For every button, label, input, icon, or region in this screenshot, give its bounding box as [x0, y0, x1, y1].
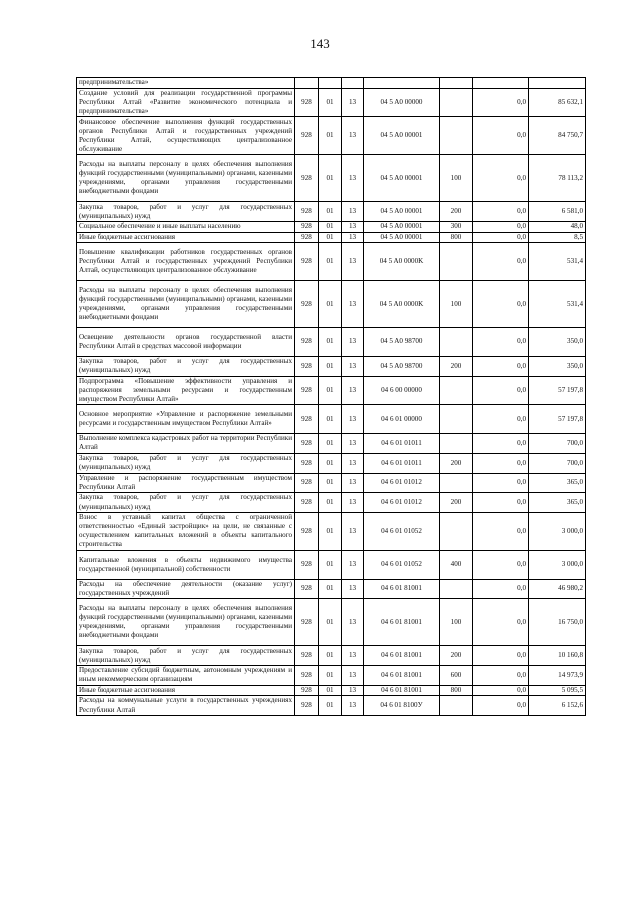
row-rz: 01	[319, 356, 342, 376]
row-vr: 300	[440, 221, 473, 232]
row-csr: 04 6 01 01052	[364, 512, 440, 550]
row-amount-b: 6 581,0	[529, 202, 586, 222]
row-csr: 04 6 01 01052	[364, 550, 440, 579]
row-rz: 01	[319, 88, 342, 117]
row-ved: 928	[295, 493, 319, 513]
row-amount-a: 0,0	[473, 232, 529, 243]
row-amount-b: 57 197,8	[529, 405, 586, 434]
table-row	[77, 550, 586, 579]
row-amount-a: 0,0	[473, 646, 529, 666]
row-amount-a: 0,0	[473, 685, 529, 696]
row-pr: 13	[342, 493, 364, 513]
row-ved: 928	[295, 434, 319, 454]
row-pr: 13	[342, 328, 364, 357]
row-vr	[440, 434, 473, 454]
row-csr: 04 6 01 81001	[364, 685, 440, 696]
row-name: Социальное обеспечение и иные выплаты населению	[77, 221, 295, 232]
row-pr: 13	[342, 434, 364, 454]
row-vr	[440, 243, 473, 281]
table-row	[77, 232, 586, 243]
row-csr: 04 5 A0 00001	[364, 221, 440, 232]
row-name: Расходы на обеспечение деятельности (оказание услуг) государственных учреждений	[77, 579, 295, 599]
row-rz: 01	[319, 685, 342, 696]
row-rz: 01	[319, 376, 342, 405]
row-rz: 01	[319, 232, 342, 243]
row-name: предпринимательства»	[77, 78, 295, 89]
row-vr: 100	[440, 599, 473, 646]
row-pr: 13	[342, 117, 364, 155]
table-row	[77, 155, 586, 202]
row-pr: 13	[342, 88, 364, 117]
row-ved: 928	[295, 453, 319, 473]
row-rz: 01	[319, 202, 342, 222]
table-body	[77, 78, 586, 716]
row-name: Закупка товаров, работ и услуг для государственных (муниципальных) нужд	[77, 646, 295, 666]
row-amount-b: 365,0	[529, 493, 586, 513]
row-amount-a: 0,0	[473, 155, 529, 202]
row-ved: 928	[295, 221, 319, 232]
row-name: Освещение деятельности органов государственной власти Республики Алтай в средствах массовой информации	[77, 328, 295, 357]
row-pr: 13	[342, 550, 364, 579]
row-name: Основное мероприятие «Управление и распоряжение земельными ресурсами и государственным имуществом Республики Алтай»	[77, 405, 295, 434]
row-amount-b: 84 750,7	[529, 117, 586, 155]
row-amount-a: 0,0	[473, 376, 529, 405]
row-name: Взнос в уставный капитал общества с ограниченной ответственностью «Единый застройщик» на цели, не связанные с осуществлением капитальных вложений в объекты капитального строительства	[77, 512, 295, 550]
row-name: Подпрограмма «Повышение эффективности управления и распоряжения земельными ресурсами и государственным имуществом Республики Алтай»	[77, 376, 295, 405]
table-row	[77, 665, 586, 685]
row-rz: 01	[319, 696, 342, 716]
row-csr: 04 5 A0 98700	[364, 356, 440, 376]
row-vr	[440, 78, 473, 89]
row-name: Создание условий для реализации государственной программы Республики Алтай «Развитие экономического потенциала и предпринимательства»	[77, 88, 295, 117]
row-amount-b: 700,0	[529, 453, 586, 473]
table-row	[77, 453, 586, 473]
row-rz: 01	[319, 117, 342, 155]
row-rz: 01	[319, 405, 342, 434]
row-vr: 600	[440, 665, 473, 685]
row-rz: 01	[319, 155, 342, 202]
row-amount-b: 78 113,2	[529, 155, 586, 202]
row-ved: 928	[295, 696, 319, 716]
row-vr: 200	[440, 453, 473, 473]
row-amount-a: 0,0	[473, 202, 529, 222]
row-amount-b: 14 973,9	[529, 665, 586, 685]
row-rz: 01	[319, 579, 342, 599]
row-pr: 13	[342, 453, 364, 473]
row-ved: 928	[295, 599, 319, 646]
row-amount-a: 0,0	[473, 599, 529, 646]
table-row	[77, 376, 586, 405]
row-amount-b: 57 197,8	[529, 376, 586, 405]
row-ved: 928	[295, 328, 319, 357]
row-csr: 04 6 01 01012	[364, 493, 440, 513]
row-vr: 200	[440, 493, 473, 513]
row-rz: 01	[319, 473, 342, 493]
row-amount-b: 8,5	[529, 232, 586, 243]
row-csr: 04 5 A0 0000K	[364, 243, 440, 281]
table-row	[77, 493, 586, 513]
table-row	[77, 579, 586, 599]
row-amount-a: 0,0	[473, 453, 529, 473]
table-row	[77, 646, 586, 666]
row-pr: 13	[342, 221, 364, 232]
row-vr	[440, 696, 473, 716]
row-ved	[295, 78, 319, 89]
row-amount-a: 0,0	[473, 405, 529, 434]
row-ved: 928	[295, 579, 319, 599]
row-pr: 13	[342, 243, 364, 281]
row-vr: 800	[440, 685, 473, 696]
row-ved: 928	[295, 665, 319, 685]
row-amount-a: 0,0	[473, 579, 529, 599]
row-amount-a: 0,0	[473, 493, 529, 513]
row-amount-b: 5 095,5	[529, 685, 586, 696]
row-csr: 04 6 01 81001	[364, 665, 440, 685]
row-ved: 928	[295, 405, 319, 434]
row-amount-b: 365,0	[529, 473, 586, 493]
page-number: 143	[310, 36, 330, 51]
table-row	[77, 473, 586, 493]
row-amount-b: 48,0	[529, 221, 586, 232]
row-vr: 200	[440, 646, 473, 666]
row-amount-b: 350,0	[529, 356, 586, 376]
row-pr: 13	[342, 646, 364, 666]
table-row	[77, 434, 586, 454]
row-amount-b	[529, 78, 586, 89]
row-amount-b: 16 750,0	[529, 599, 586, 646]
row-vr	[440, 512, 473, 550]
row-csr: 04 6 00 00000	[364, 376, 440, 405]
row-amount-a: 0,0	[473, 434, 529, 454]
row-pr: 13	[342, 281, 364, 328]
row-ved: 928	[295, 88, 319, 117]
row-csr: 04 5 A0 00001	[364, 202, 440, 222]
row-rz: 01	[319, 243, 342, 281]
row-vr	[440, 405, 473, 434]
row-csr: 04 5 A0 00001	[364, 117, 440, 155]
row-amount-a: 0,0	[473, 281, 529, 328]
row-vr	[440, 376, 473, 405]
row-rz: 01	[319, 281, 342, 328]
row-amount-b: 350,0	[529, 328, 586, 357]
row-csr: 04 5 A0 00001	[364, 155, 440, 202]
row-amount-b: 85 632,1	[529, 88, 586, 117]
row-pr: 13	[342, 473, 364, 493]
table-row	[77, 685, 586, 696]
row-csr: 04 6 01 01012	[364, 473, 440, 493]
row-ved: 928	[295, 550, 319, 579]
row-amount-a: 0,0	[473, 696, 529, 716]
row-amount-b: 10 160,8	[529, 646, 586, 666]
row-vr	[440, 328, 473, 357]
row-name: Предоставление субсидий бюджетным, автономным учреждениям и иным некоммерческим организациям	[77, 665, 295, 685]
row-vr	[440, 117, 473, 155]
row-ved: 928	[295, 243, 319, 281]
row-name: Расходы на коммунальные услуги в государственных учреждениях Республики Алтай	[77, 696, 295, 716]
table-row	[77, 281, 586, 328]
table-row	[77, 599, 586, 646]
row-rz: 01	[319, 453, 342, 473]
row-name: Закупка товаров, работ и услуг для государственных (муниципальных) нужд	[77, 453, 295, 473]
row-csr: 04 6 01 01011	[364, 453, 440, 473]
row-amount-b: 3 000,0	[529, 512, 586, 550]
row-name: Иные бюджетные ассигнования	[77, 232, 295, 243]
row-name: Управление и распоряжение государственным имуществом Республики Алтай	[77, 473, 295, 493]
table-row	[77, 117, 586, 155]
row-amount-a: 0,0	[473, 328, 529, 357]
table-row	[77, 221, 586, 232]
row-vr: 100	[440, 281, 473, 328]
row-ved: 928	[295, 155, 319, 202]
row-vr: 400	[440, 550, 473, 579]
row-rz: 01	[319, 221, 342, 232]
row-amount-a: 0,0	[473, 512, 529, 550]
row-amount-a: 0,0	[473, 550, 529, 579]
table-row	[77, 405, 586, 434]
row-vr	[440, 88, 473, 117]
budget-table	[76, 77, 586, 716]
row-name: Закупка товаров, работ и услуг для государственных (муниципальных) нужд	[77, 356, 295, 376]
row-vr: 200	[440, 356, 473, 376]
table-row	[77, 202, 586, 222]
row-ved: 928	[295, 232, 319, 243]
row-rz: 01	[319, 599, 342, 646]
row-pr: 13	[342, 512, 364, 550]
row-name: Расходы на выплаты персоналу в целях обеспечения выполнения функций государственными (муниципальными) органами, казенными учреждениями, органами управления государственными внебюджетными фондами	[77, 599, 295, 646]
row-ved: 928	[295, 646, 319, 666]
row-pr: 13	[342, 202, 364, 222]
row-rz: 01	[319, 434, 342, 454]
row-pr: 13	[342, 665, 364, 685]
table-row	[77, 512, 586, 550]
table-row	[77, 328, 586, 357]
row-rz: 01	[319, 665, 342, 685]
row-vr: 800	[440, 232, 473, 243]
table-row	[77, 78, 586, 89]
row-amount-a: 0,0	[473, 356, 529, 376]
row-amount-b: 700,0	[529, 434, 586, 454]
row-name: Повышение квалификации работников государственных органов Республики Алтай и государственных учреждений Республики Алтай, осуществляющих централизованное обслуживание	[77, 243, 295, 281]
row-ved: 928	[295, 376, 319, 405]
row-ved: 928	[295, 202, 319, 222]
row-vr	[440, 473, 473, 493]
row-name: Расходы на выплаты персоналу в целях обеспечения выполнения функций государственными (муниципальными) органами, казенными учреждениями, органами управления государственными внебюджетными фондами	[77, 155, 295, 202]
table-row	[77, 88, 586, 117]
row-amount-a: 0,0	[473, 473, 529, 493]
row-name: Выполнение комплекса кадастровых работ на территории Республики Алтай	[77, 434, 295, 454]
row-ved: 928	[295, 473, 319, 493]
row-amount-b: 6 152,6	[529, 696, 586, 716]
row-vr: 200	[440, 202, 473, 222]
row-ved: 928	[295, 356, 319, 376]
table-row	[77, 243, 586, 281]
row-amount-b: 531,4	[529, 243, 586, 281]
row-rz: 01	[319, 328, 342, 357]
row-ved: 928	[295, 685, 319, 696]
row-csr: 04 6 01 81001	[364, 646, 440, 666]
row-name: Закупка товаров, работ и услуг для государственных (муниципальных) нужд	[77, 202, 295, 222]
row-pr: 13	[342, 356, 364, 376]
row-vr: 100	[440, 155, 473, 202]
row-name: Капитальные вложения в объекты недвижимого имущества государственной (муниципальной) собственности	[77, 550, 295, 579]
row-csr: 04 6 01 8100У	[364, 696, 440, 716]
row-amount-a: 0,0	[473, 88, 529, 117]
row-pr: 13	[342, 376, 364, 405]
row-csr	[364, 78, 440, 89]
row-rz: 01	[319, 493, 342, 513]
row-rz	[319, 78, 342, 89]
row-name: Закупка товаров, работ и услуг для государственных (муниципальных) нужд	[77, 493, 295, 513]
row-csr: 04 5 A0 98700	[364, 328, 440, 357]
row-pr: 13	[342, 599, 364, 646]
row-ved: 928	[295, 512, 319, 550]
row-pr: 13	[342, 155, 364, 202]
row-pr: 13	[342, 232, 364, 243]
row-rz: 01	[319, 550, 342, 579]
row-rz: 01	[319, 646, 342, 666]
row-csr: 04 6 01 00000	[364, 405, 440, 434]
row-pr: 13	[342, 579, 364, 599]
row-csr: 04 6 01 81001	[364, 579, 440, 599]
row-name: Финансовое обеспечение выполнения функций государственных органов Республики Алтай и государственных учреждений Республики Алтай, осуществляющих централизованное обслуживание	[77, 117, 295, 155]
row-amount-a: 0,0	[473, 221, 529, 232]
row-pr: 13	[342, 685, 364, 696]
row-csr: 04 5 A0 00000	[364, 88, 440, 117]
row-ved: 928	[295, 117, 319, 155]
row-pr: 13	[342, 405, 364, 434]
row-name: Иные бюджетные ассигнования	[77, 685, 295, 696]
row-amount-a: 0,0	[473, 665, 529, 685]
row-vr	[440, 579, 473, 599]
row-amount-a: 0,0	[473, 117, 529, 155]
row-csr: 04 6 01 01011	[364, 434, 440, 454]
row-amount-b: 46 980,2	[529, 579, 586, 599]
row-csr: 04 5 A0 00001	[364, 232, 440, 243]
row-ved: 928	[295, 281, 319, 328]
row-pr: 13	[342, 696, 364, 716]
row-pr	[342, 78, 364, 89]
row-amount-b: 3 000,0	[529, 550, 586, 579]
row-amount-a	[473, 78, 529, 89]
row-csr: 04 5 A0 0000K	[364, 281, 440, 328]
row-name: Расходы на выплаты персоналу в целях обеспечения выполнения функций государственными (муниципальными) органами, казенными учреждениями, органами управления государственными внебюджетными фондами	[77, 281, 295, 328]
row-csr: 04 6 01 81001	[364, 599, 440, 646]
table-row	[77, 356, 586, 376]
row-amount-b: 531,4	[529, 281, 586, 328]
table-row	[77, 696, 586, 716]
row-amount-a: 0,0	[473, 243, 529, 281]
row-rz: 01	[319, 512, 342, 550]
